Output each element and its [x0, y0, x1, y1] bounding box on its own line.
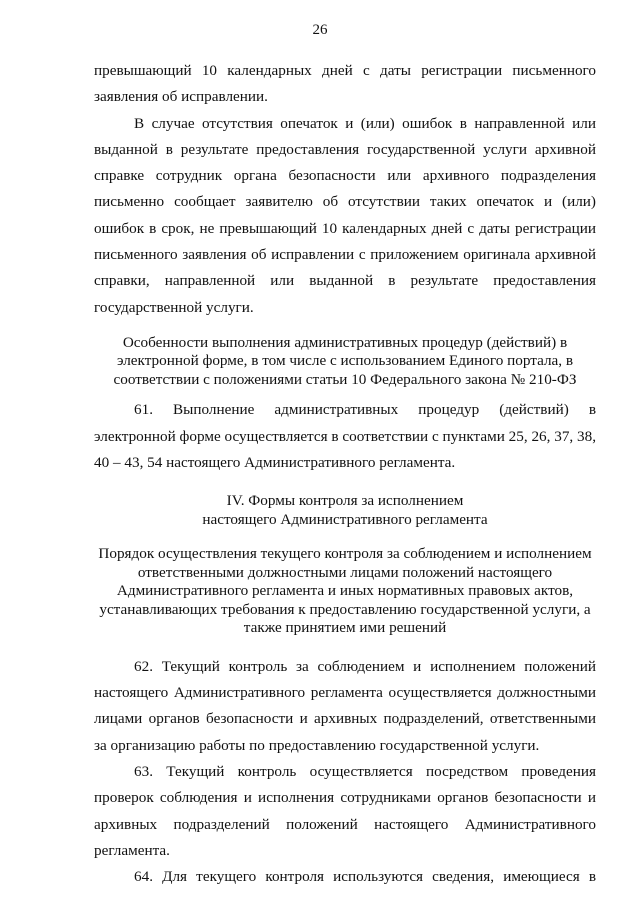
section-iv-title-line-1: IV. Формы контроля за исполнением: [226, 492, 464, 510]
paragraph-62: 62. Текущий контроль за соблюдением и исполнением положений настоящего Административного регламента осуществляется должностными лицами органов безопасности и архивных подразделений, ответственными за организацию работы по предоставлению государственной услуги.: [94, 657, 596, 754]
paragraph-continuation: превышающий 10 календарных дней с даты регистрации письменного заявления об исправлении.: [94, 62, 596, 106]
paragraph-63: 63. Текущий контроль осуществляется посредством проведения проверок соблюдения и исполнения сотрудниками органов безопасности и архивных подразделений положений настоящего Административного регламента.: [94, 763, 596, 859]
section-iv-title-line-2: настоящего Административного регламента: [202, 510, 488, 528]
document-body: [94, 58, 596, 891]
paragraph-64: 64. Для текущего контроля используются сведения, имеющиеся в: [134, 868, 596, 886]
paragraph-61: 61. Выполнение административных процедур (действий) в электронной форме осуществляется в соответствии с пунктами 25, 26, 37, 38, 40 – 43, 54 настоящего Административного регламента.: [94, 401, 596, 472]
heading-electronic-form: Особенности выполнения административных процедур (действий) в электронной форме, в том числе с использованием Единого портала, в соответствии с положениями статьи 10 Федерального закона № 210-ФЗ: [113, 333, 577, 388]
paragraph-no-errors: В случае отсутствия опечаток и (или) ошибок в направленной или выданной в результате предоставления государственной услуги архивной справке сотрудник органа безопасности или архивного подразделения письменно сообщает заявителю об отсутствии таких опечаток и (или) ошибок в срок, не превышающий 10 календарных дней с даты регистрации письменного заявления об исправлении с приложением оригинала архивной справки, направленной или выданной в результате предоставления государственной услуги.: [94, 114, 596, 316]
page-number: 26: [312, 22, 328, 38]
heading-control-procedure: Порядок осуществления текущего контроля за соблюдением и исполнением ответственными должностными лицами положений настоящего Административного регламента и иных нормативных правовых актов, устанавливающих требования к предоставлению государственной услуги, а также принятием ими решений: [98, 545, 592, 637]
